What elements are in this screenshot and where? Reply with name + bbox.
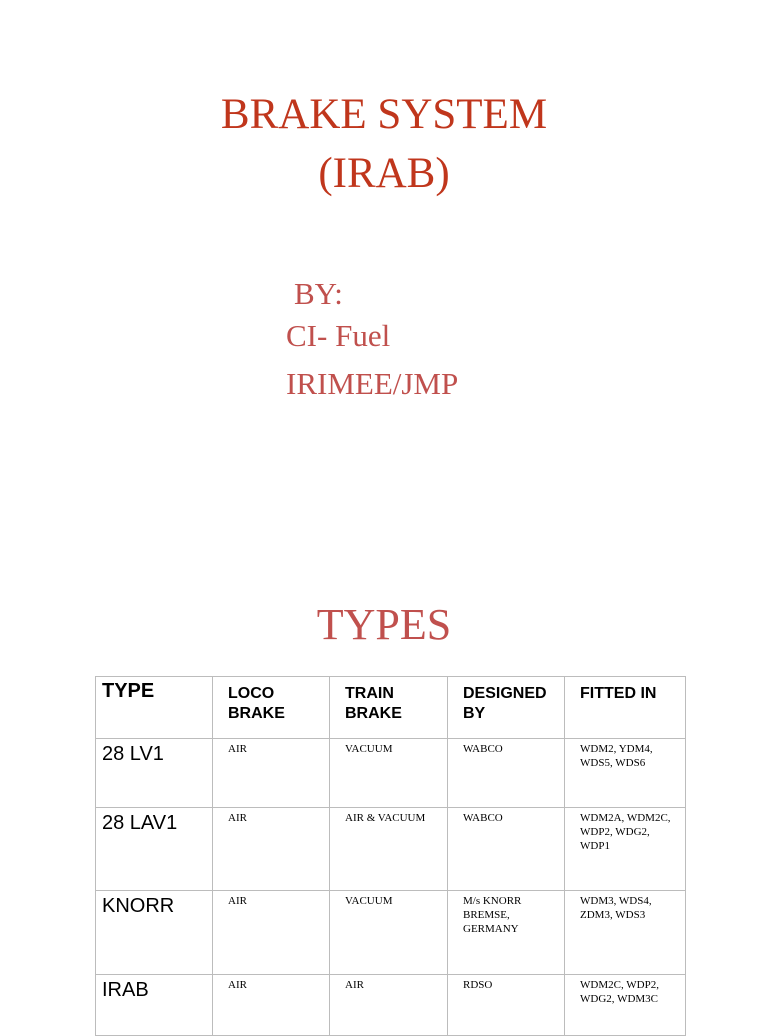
brake-types-table — [95, 676, 686, 1036]
page-subtitle: (IRAB) — [318, 150, 450, 197]
table-cell — [96, 808, 213, 891]
organization-name: IRIMEE/JMP — [286, 366, 459, 401]
cell-value: AIR — [228, 895, 247, 907]
table-row — [96, 739, 686, 808]
table-row — [96, 891, 686, 975]
header-cell-type — [96, 677, 213, 739]
header-cell-fitted-in — [565, 677, 686, 739]
table-cell — [448, 739, 565, 808]
header-cell-train-brake — [330, 677, 448, 739]
section-title: TYPES — [316, 600, 452, 649]
cell-value: AIR — [228, 979, 247, 991]
type-label: IRAB — [102, 979, 149, 1001]
table-cell — [96, 891, 213, 975]
table-cell — [96, 739, 213, 808]
table-cell — [565, 891, 686, 975]
byline-label: BY: — [294, 276, 343, 311]
cell-value: AIR & VACUUM — [345, 812, 426, 824]
cell-value: AIR — [228, 743, 247, 755]
table-cell — [565, 739, 686, 808]
table-cell — [213, 975, 330, 1036]
header-label: FITTED IN — [580, 685, 657, 702]
type-label: 28 LAV1 — [102, 812, 178, 834]
table-row — [96, 975, 686, 1036]
header-label: TRAIN BRAKE — [345, 685, 402, 722]
cell-value: AIR — [228, 812, 247, 824]
table-header-row — [96, 677, 686, 739]
cell-value: RDSO — [463, 979, 493, 991]
header-cell-loco-brake — [213, 677, 330, 739]
header-cell-designed-by — [448, 677, 565, 739]
table-cell — [213, 808, 330, 891]
table-cell — [330, 975, 448, 1036]
table-cell — [213, 739, 330, 808]
type-label: KNORR — [102, 895, 175, 917]
cell-value: WDM2, YDM4, WDS5, WDS6 — [580, 743, 653, 769]
cell-value: WABCO — [463, 743, 503, 755]
author-name: CI- Fuel — [286, 318, 391, 353]
table-cell — [330, 739, 448, 808]
table-cell — [213, 891, 330, 975]
cell-value: WDM2C, WDP2, WDG2, WDM3C — [580, 979, 659, 1005]
table-cell — [565, 808, 686, 891]
cell-value: M/s KNORR BREMSE, GERMANY — [463, 895, 522, 935]
cell-value: AIR — [345, 979, 364, 991]
table-cell — [448, 891, 565, 975]
header-label: TYPE — [102, 680, 155, 702]
cell-value: WABCO — [463, 812, 503, 824]
cell-value: WDM3, WDS4, ZDM3, WDS3 — [580, 895, 652, 921]
table-cell — [330, 891, 448, 975]
page-title: BRAKE SYSTEM — [220, 91, 548, 138]
type-label: 28 LV1 — [102, 743, 164, 765]
header-label: DESIGNED BY — [463, 685, 547, 722]
table-cell — [448, 975, 565, 1036]
cell-value: VACUUM — [345, 743, 393, 755]
table-row — [96, 808, 686, 891]
cell-value: VACUUM — [345, 895, 393, 907]
header-label: LOCO BRAKE — [228, 685, 285, 722]
table-cell — [448, 808, 565, 891]
table-cell — [565, 975, 686, 1036]
table-cell — [96, 975, 213, 1036]
cell-value: WDM2A, WDM2C, WDP2, WDG2, WDP1 — [580, 812, 671, 852]
table-cell — [330, 808, 448, 891]
